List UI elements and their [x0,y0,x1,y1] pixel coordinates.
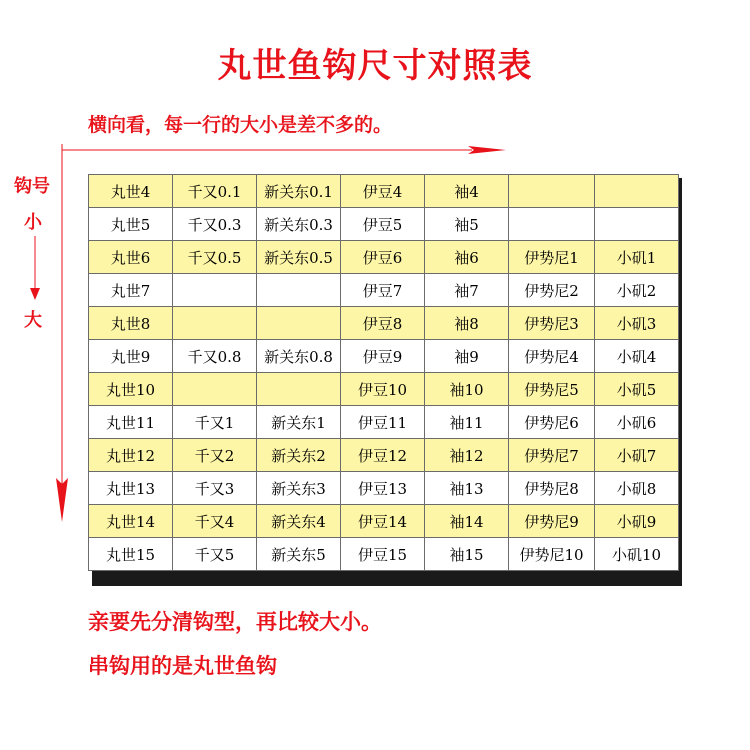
table-cell: 袖14 [425,505,509,538]
table-cell: 小矶3 [595,307,679,340]
table-row [89,208,679,241]
table-cell: 丸世4 [89,175,173,208]
table-cell: 袖11 [425,406,509,439]
table-cell: 千又1 [173,406,257,439]
table-row [89,505,679,538]
table-cell: 丸世7 [89,274,173,307]
table-cell: 新关东2 [257,439,341,472]
table-cell: 伊势尼9 [509,505,595,538]
table-cell: 千又5 [173,538,257,571]
table-cell: 小矶1 [595,241,679,274]
table-cell: 丸世11 [89,406,173,439]
table-cell [173,373,257,406]
table-cell: 伊势尼7 [509,439,595,472]
table-cell: 丸世12 [89,439,173,472]
note-distinguish-hook-type: 亲要先分清钩型，再比较大小。 [88,610,382,634]
table-cell [595,208,679,241]
table-cell: 袖8 [425,307,509,340]
table-cell: 袖7 [425,274,509,307]
table-row [89,241,679,274]
table-cell: 袖6 [425,241,509,274]
table-cell: 伊豆10 [341,373,425,406]
table-cell: 小矶6 [595,406,679,439]
table-cell: 千又0.1 [173,175,257,208]
table-row [89,175,679,208]
table-cell [257,274,341,307]
table-cell: 新关东0.1 [257,175,341,208]
table-row [89,274,679,307]
size-comparison-table [88,174,679,571]
table-row [89,439,679,472]
table-row [89,340,679,373]
table-cell: 新关东0.3 [257,208,341,241]
vertical-label-hook-no: 钩号 [14,176,50,197]
table-cell: 伊豆8 [341,307,425,340]
table-cell: 千又0.3 [173,208,257,241]
table-cell: 伊势尼5 [509,373,595,406]
table-cell: 伊豆4 [341,175,425,208]
table-cell: 伊豆6 [341,241,425,274]
table-cell: 伊势尼3 [509,307,595,340]
table-cell [257,373,341,406]
hook-size-table [88,174,679,571]
table-cell: 千又4 [173,505,257,538]
table-cell: 丸世15 [89,538,173,571]
table-cell: 袖15 [425,538,509,571]
table-cell: 新关东5 [257,538,341,571]
horizontal-arrow-icon [62,146,508,156]
table-row [89,373,679,406]
table-cell: 伊势尼1 [509,241,595,274]
table-cell: 丸世8 [89,307,173,340]
table-cell: 伊豆5 [341,208,425,241]
table-cell: 伊豆11 [341,406,425,439]
table-cell: 新关东3 [257,472,341,505]
table-cell: 袖9 [425,340,509,373]
table-cell: 新关东0.8 [257,340,341,373]
table-cell: 伊豆9 [341,340,425,373]
table-cell: 千又3 [173,472,257,505]
table-cell: 伊豆15 [341,538,425,571]
table-cell: 伊豆13 [341,472,425,505]
table-cell: 袖12 [425,439,509,472]
table-cell [595,175,679,208]
table-cell: 袖5 [425,208,509,241]
table-cell: 丸世13 [89,472,173,505]
table-cell: 伊势尼4 [509,340,595,373]
table-cell: 丸世6 [89,241,173,274]
note-horizontal-reading: 横向看，每一行的大小是差不多的。 [88,114,393,136]
table-cell: 小矶5 [595,373,679,406]
table-cell: 丸世10 [89,373,173,406]
table-row [89,538,679,571]
table-cell [173,307,257,340]
table-cell: 伊豆12 [341,439,425,472]
table-cell: 新关东0.5 [257,241,341,274]
table-cell: 丸世5 [89,208,173,241]
table-cell: 小矶2 [595,274,679,307]
table-cell [509,175,595,208]
vertical-label-big: 大 [24,310,42,331]
table-cell: 千又0.5 [173,241,257,274]
table-cell: 伊势尼10 [509,538,595,571]
table-cell: 小矶8 [595,472,679,505]
table-row [89,472,679,505]
table-row [89,406,679,439]
table-cell: 千又2 [173,439,257,472]
table-cell: 伊豆7 [341,274,425,307]
table-cell: 伊豆14 [341,505,425,538]
table-cell [173,274,257,307]
table-cell: 新关东4 [257,505,341,538]
table-cell: 袖4 [425,175,509,208]
table-cell: 千又0.8 [173,340,257,373]
table-cell [509,208,595,241]
table-row [89,307,679,340]
table-cell: 小矶7 [595,439,679,472]
table-cell: 新关东1 [257,406,341,439]
table-cell: 丸世14 [89,505,173,538]
table-cell: 小矶4 [595,340,679,373]
table-cell [257,307,341,340]
table-cell: 小矶10 [595,538,679,571]
table-cell: 小矶9 [595,505,679,538]
note-string-hook: 串钩用的是丸世鱼钩 [88,654,277,678]
page-title: 丸世鱼钩尺寸对照表 [217,46,533,86]
table-cell: 伊势尼8 [509,472,595,505]
table-cell: 袖10 [425,373,509,406]
table-cell: 袖13 [425,472,509,505]
table-cell: 伊势尼2 [509,274,595,307]
vertical-arrow-icon [52,144,72,524]
vertical-label-small: 小 [24,212,42,233]
table-cell: 丸世9 [89,340,173,373]
table-cell: 伊势尼6 [509,406,595,439]
small-to-big-arrow-icon [29,236,41,302]
